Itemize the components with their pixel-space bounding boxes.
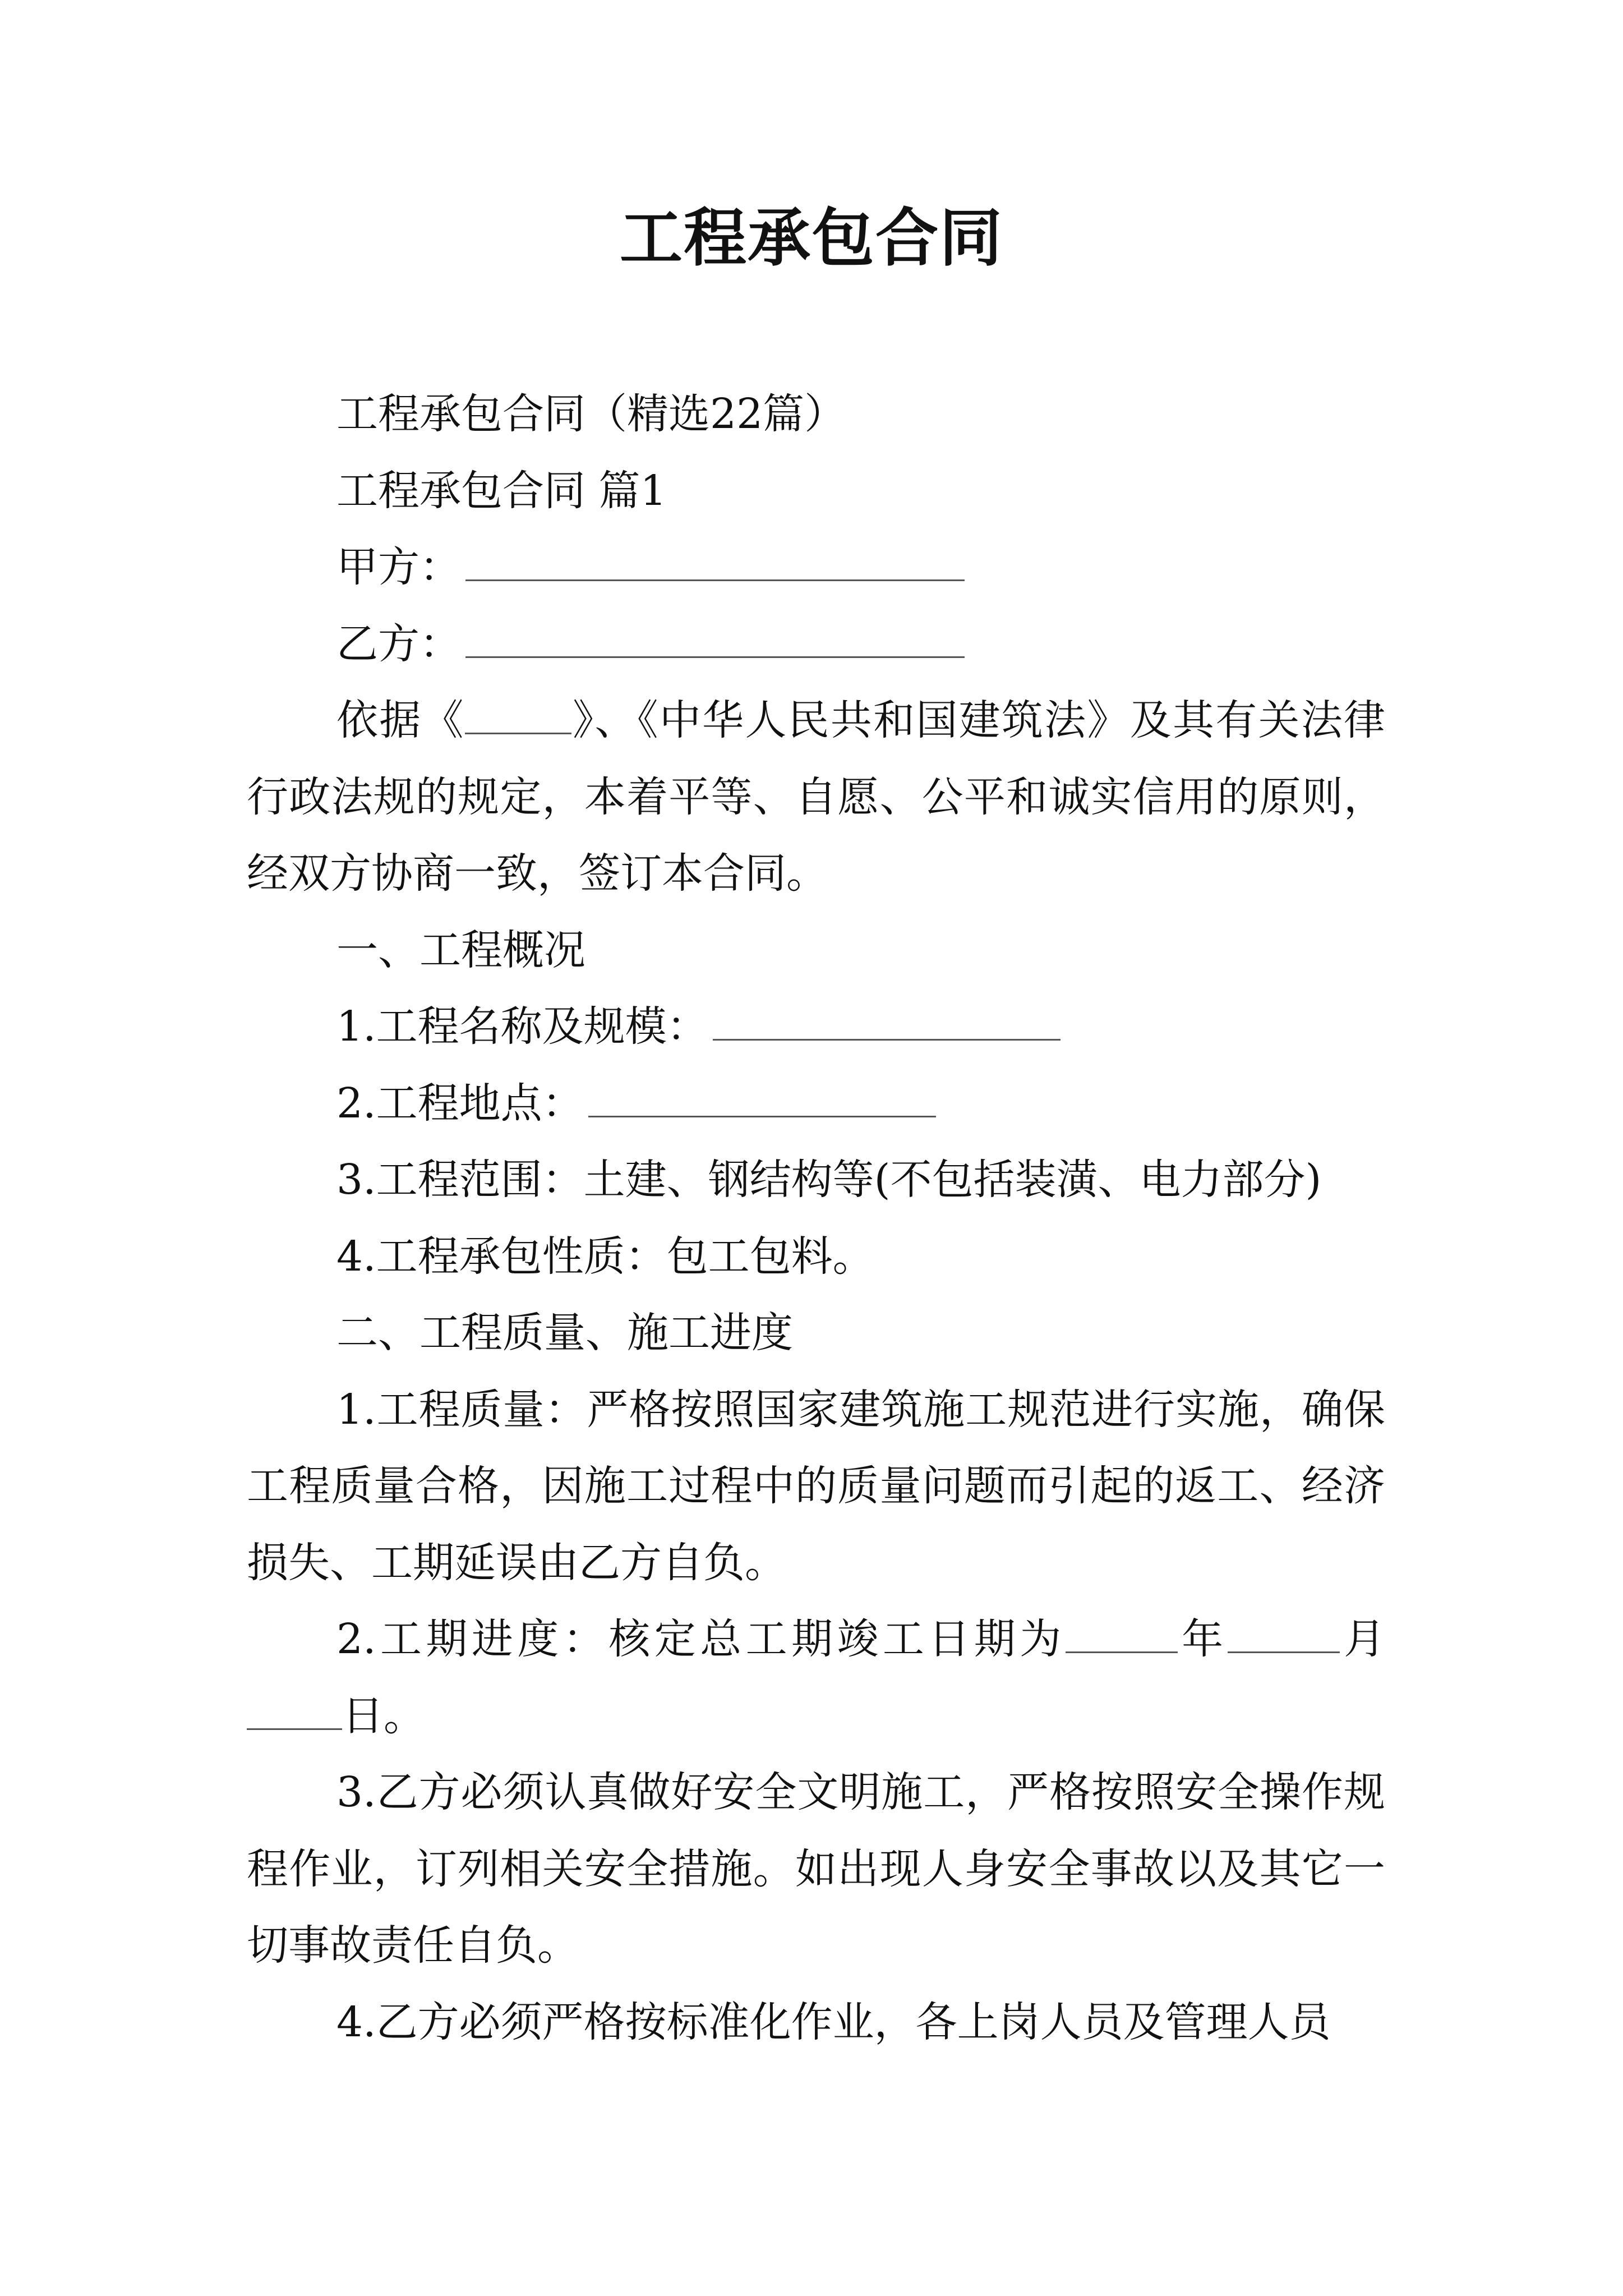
project-name-blank [713,993,1061,1041]
heading-overview: 一、工程概况 [336,926,585,974]
basis-paragraph [247,682,1385,912]
party-b-line [247,606,1385,683]
month-blank [1228,1605,1340,1653]
document-title: 工程承包合同 [620,201,1003,275]
schedule-clause [247,1601,1385,1754]
project-site-line [247,1065,1385,1142]
party-a-label: 甲方： [336,543,461,591]
project-site-blank [588,1070,936,1117]
subtitle: 工程承包合同（精选22篇） [336,390,846,438]
basis-text-after: 》、《中华人民共和国建筑法》及其有关法律行政法规的规定，本着平等、自愿、公平和诚实信用的原则，经双方协商一致，签订本合同。 [247,696,1386,898]
safety-clause: 3.乙方必须认真做好安全文明施工，严格按照安全操作规程作业，订列相关安全措施。如出现人身安全事故以及其它一切事故责任自负。 [247,1768,1385,1970]
heading-quality-progress: 二、工程质量、施工进度 [336,1309,793,1357]
project-site-label: 2.工程地点： [336,1079,584,1128]
party-b-label: 乙方： [336,619,461,668]
project-scope: 3.工程范围：土建、钢结构等(不包括装潢、电力部分) [336,1156,1322,1204]
year-label: 年 [1177,1615,1228,1663]
party-a-line [247,529,1385,606]
project-name-label: 1.工程名称及规模： [336,1002,708,1051]
schedule-text: 2.工期进度：核定总工期竣工日期为 [336,1615,1066,1663]
section-heading: 工程承包合同 篇1 [336,466,667,515]
month-label: 月 [1339,1615,1386,1663]
project-name-line [247,988,1385,1065]
quality-clause: 1.工程质量：严格按照国家建筑施工规范进行实施，确保工程质量合格，因施工过程中的质量问题而引起的返工、经济损失、工期延误由乙方自负。 [247,1385,1385,1587]
law-name-blank [465,687,571,734]
year-blank [1066,1605,1178,1653]
document-body [247,376,1385,2060]
party-b-blank [465,610,965,658]
standardization-clause: 4.乙方必须严格按标准化作业，各上岗人员及管理人员 [336,1998,1331,2046]
basis-text-before: 依据《 [336,696,465,744]
day-blank [247,1682,342,1730]
day-label: 日。 [342,1691,425,1740]
party-a-blank [465,533,965,581]
contract-nature: 4.工程承包性质：包工包料。 [336,1232,874,1281]
